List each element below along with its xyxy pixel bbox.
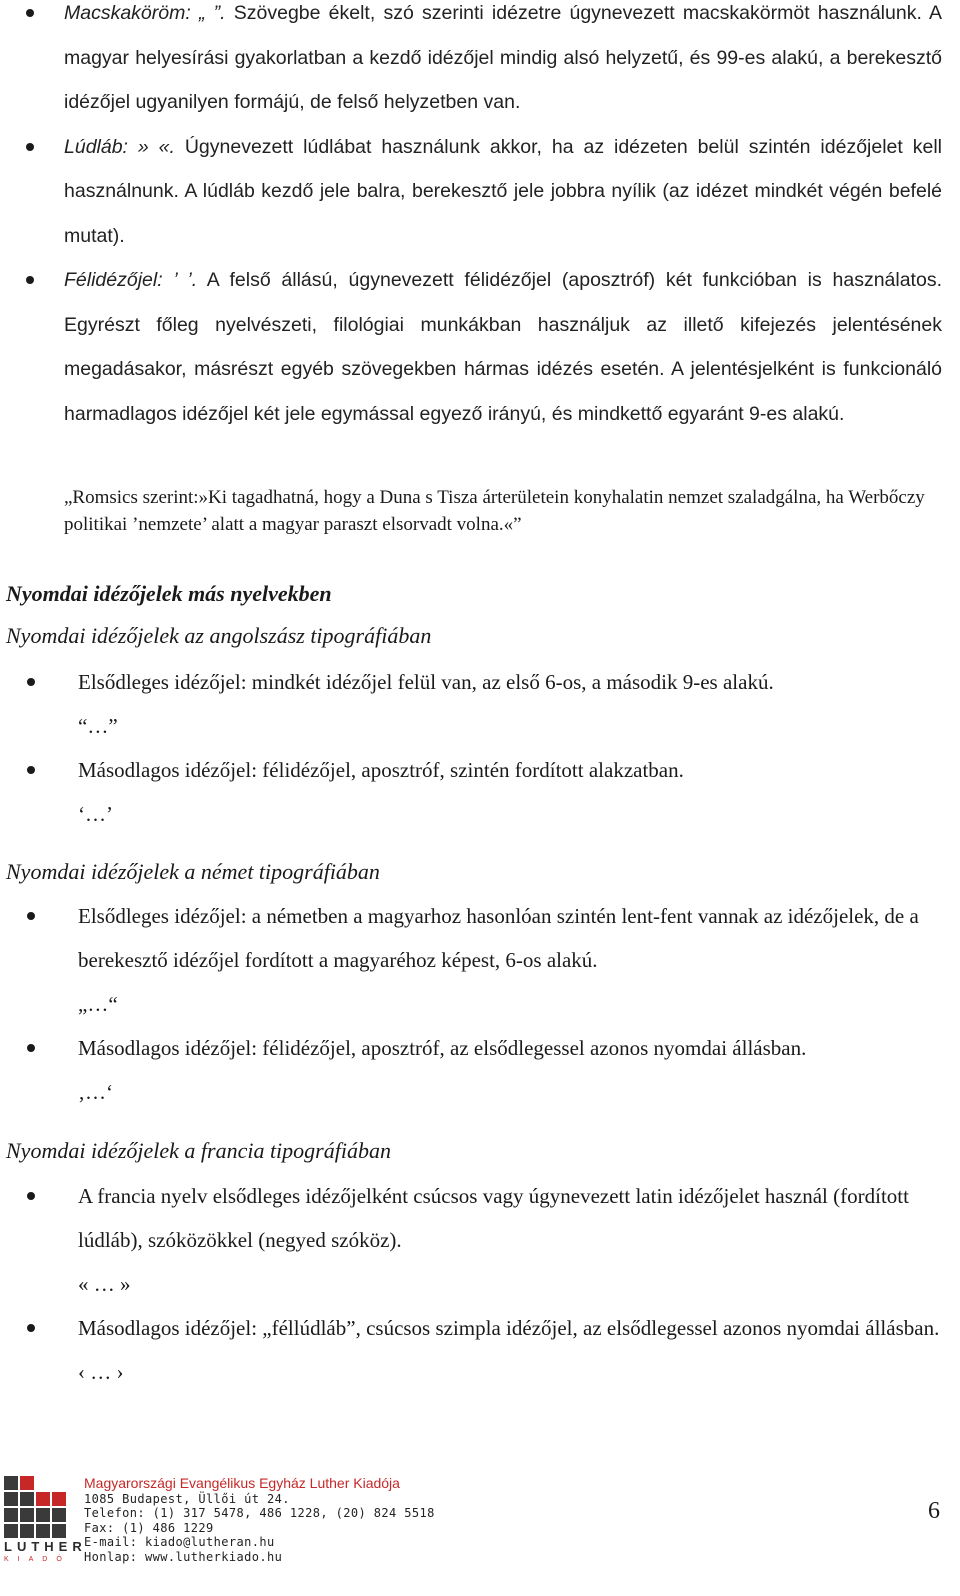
logo-wordmark: LUTHER: [4, 1539, 87, 1554]
quote-example-glyphs: “…”: [78, 714, 118, 738]
list-item-text: Elsődleges idézőjel: mindkét idézőjel felül van, az első 6-os, a második 9-es alakú.: [78, 670, 774, 694]
list-item-text: A francia nyelv elsődleges idézőjelként csúcsos vagy úgynevezett latin idézőjelet használ (fordított lúdláb), szóközökkel (negyed szóköz).: [78, 1184, 909, 1252]
anglo-list: [0, 660, 942, 836]
luther-logo-icon: [4, 1476, 76, 1538]
list-item: [0, 894, 942, 1026]
list-item: [0, 1306, 942, 1394]
quote-example-glyphs: ‹ … ›: [78, 1360, 124, 1384]
list-item-text: Másodlagos idézőjel: félidézőjel, aposztróf, szintén fordított alakzatban.: [78, 758, 684, 782]
quote-example-glyphs: ‚…‘: [78, 1080, 113, 1104]
quote-example-glyphs: ‘…’: [78, 802, 113, 826]
publisher-phone: Telefon: (1) 317 5478, 486 1228, (20) 824 5518: [84, 1506, 435, 1520]
term-label: Félidézőjel: ’ ’.: [64, 269, 198, 291]
list-item: [0, 660, 942, 748]
list-item-text: Másodlagos idézőjel: félidézőjel, aposztróf, az elsődlegessel azonos nyomdai állásban.: [78, 1036, 807, 1060]
list-item: [0, 125, 942, 259]
french-list: [0, 1174, 942, 1394]
publisher-logo: [4, 1476, 87, 1563]
subsection-title-german: Nyomdai idézőjelek a német tipográfiában: [6, 859, 380, 884]
quote-mark-types-list: [0, 0, 942, 436]
term-description: A felső állású, úgynevezett félidézőjel (aposztróf) két funkcióban is használatos. Egyrészt főleg nyelvészeti, filológiai munkákban használjuk az illető kifejezés jelentésének megadásakor, másrészt egyéb szövegekben hármas idézés esetén. A jelentésjelként is funkcionáló harmadlagos idézőjel két jele egymással egyező irányú, és mindkettő egyaránt 9-es alakú.: [64, 269, 942, 425]
logo-subtitle: KIADÓ: [4, 1556, 71, 1563]
publisher-address: 1085 Budapest, Üllői út 24.: [84, 1491, 290, 1506]
subsection-title-anglo: Nyomdai idézőjelek az angolszász tipográfiában: [6, 623, 432, 648]
list-item: [0, 748, 942, 836]
quote-example-glyphs: « … »: [78, 1272, 131, 1296]
list-item: [0, 1026, 942, 1114]
publisher-website[interactable]: Honlap: www.lutherkiado.hu: [84, 1549, 283, 1564]
subsection-title-french: Nyomdai idézőjelek a francia tipográfiában: [6, 1138, 391, 1163]
quote-example-glyphs: „…“: [78, 992, 118, 1016]
term-label: Macskaköröm: „ ”.: [64, 2, 226, 24]
list-item: [0, 258, 942, 436]
publisher-fax: Fax: (1) 486 1229: [84, 1520, 214, 1535]
list-item-text: Elsődleges idézőjel: a németben a magyarhoz hasonlóan szintén lent-fent vannak az idézőjelek, de a berekesztő idézőjel fordított a magyaréhoz képest, 6-os alakú.: [78, 904, 919, 972]
list-item: [0, 1174, 942, 1306]
list-item: [0, 0, 942, 125]
term-description: Úgynevezett lúdlábat használunk akkor, ha az idézeten belül szintén idézőjelet kell használnunk. A lúdláb kezdő jele balra, berekesztő jele jobbra nyílik (az idézet mindkét végén befelé mutat).: [64, 135, 942, 247]
term-label: Lúdláb: » «.: [64, 135, 175, 158]
page-footer: [0, 1470, 960, 1596]
publisher-email[interactable]: E-mail: kiado@lutheran.hu: [84, 1535, 275, 1549]
german-list: [0, 894, 942, 1114]
section-title: Nyomdai idézőjelek más nyelvekben: [6, 581, 332, 606]
page-number: 6: [928, 1498, 940, 1524]
publisher-info: [84, 1476, 435, 1564]
quote-example: „Romsics szerint:»Ki tagadhatná, hogy a Duna s Tisza árterületein konyhalatin nemzet szaladgálna, ha Werbőczy politikai ’nemzete’ alatt a magyar paraszt elsorvadt volna.«”: [64, 487, 925, 535]
list-item-text: Másodlagos idézőjel: „féllúdláb”, csúcsos szimpla idézőjel, az elsődlegessel azonos nyomdai állásban.: [78, 1316, 940, 1340]
publisher-name: Magyarországi Evangélikus Egyház Luther Kiadója: [84, 1475, 400, 1491]
term-description: Szövegbe ékelt, szó szerinti idézetre úgynevezett macskakörmöt használunk. A magyar helyesírási gyakorlatban a kezdő idézőjel mindig alsó helyzetű, és 99-es alakú, a berekesztő idézőjel ugyanilyen formájú, de felső helyzetben van.: [64, 2, 942, 113]
